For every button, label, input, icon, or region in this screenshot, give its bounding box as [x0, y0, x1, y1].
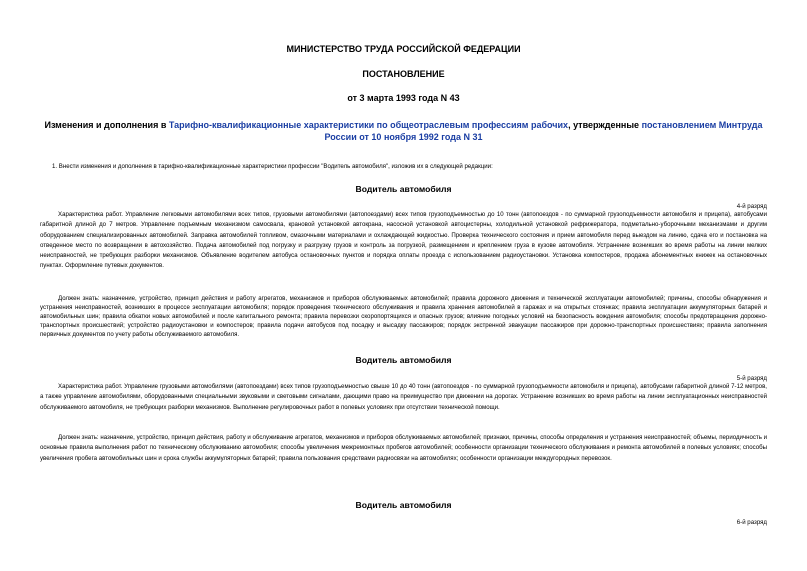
section-heading-grade4: Водитель автомобиля [355, 184, 452, 194]
title-text-1: Изменения и дополнения в [44, 120, 169, 130]
must-know-grade4: Должен знать: назначение, устройство, принцип действия и работу агрегатов, механизмов и приборов обслуживаемых автомобилей; правила дорожного движения и технической эксплуатации автомобилей; причины, способы обнаружения и устранения неисправностей, возникших в процессе эксплуатации автомобиля; порядок проведения технического обслуживания и правила хранения автомобилей в гаражах и на открытых стоянках; правила эксплуатации аккумуляторных батарей и автомобильных шин; правила обкатки новых автомобилей и после капитального ремонта; правила перевозки скоропортящихся и опасных грузов; влияние погодных условий на безопасность вождения автомобиля; способы предотвращения дорожно-транспортных происшествий; устройство радиоустановки и компостеров; правила подачи автобусов под посадку и высадку пассажиров; порядок экстренной эвакуации пассажиров при дорожно-транспортных происшествиях; правила заполнения первичных документов по учету работы обслуживаемого автомобиля. [40, 295, 767, 338]
title-text-2: , утвержденные [568, 120, 642, 130]
section-heading-grade6: Водитель автомобиля [355, 500, 452, 510]
grade-label-6: 6-й разряд [736, 519, 767, 526]
grade-label-5: 5-й разряд [736, 375, 767, 382]
section-heading-grade5: Водитель автомобиля [355, 355, 452, 365]
document-date: от 3 марта 1993 года N 43 [347, 93, 460, 103]
intro-paragraph: 1. Внести изменения и дополнения в тарифно-квалификационные характеристики профессии "Водитель автомобиля", изложив их в следующей редакции: [52, 163, 493, 170]
title-link-characteristics[interactable]: Тарифно-квалификационные характеристики по общеотраслевым профессиям рабочих [168, 120, 569, 130]
characteristic-grade5: Характеристика работ. Управление грузовыми автомобилями (автопоездами) всех типов грузоподъемностью свыше 10 до 40 тонн (автопоездов - по суммарной грузоподъемности автомобиля и прицепа), автобусами габаритной длиной 7-12 метров, а также управление автомобилями, оборудованными специальными звуковыми и световыми сигналами, дающими право на преимущество при движении на дорогах. Устранение возникших во время работы на линии эксплуатационных неисправностей обслуживаемого автомобиля, не требующих разборки механизмов. Выполнение регулировочных работ в полевых условиях при отсутствии технической помощи. [40, 383, 767, 411]
must-know-grade5: Должен знать: назначение, устройство, принцип действия, работу и обслуживание агрегатов, механизмов и приборов обслуживаемых автомобилей; признаки, причины, способы определения и устранения неисправностей; объемы, периодичность и основные правила выполнения работ по техническому обслуживанию автомобиля; способы увеличения межремонтных пробегов автомобилей; особенности организации технического обслуживания и ремонта автомобилей в полевых условиях; способы увеличения пробега автомобильных шин и срока службы аккумуляторных батарей; правила пользования средствами радиосвязи на автомобилях; особенности организации междугородных перевозок. [40, 434, 767, 462]
ministry-heading: МИНИСТЕРСТВО ТРУДА РОССИЙСКОЙ ФЕДЕРАЦИИ [286, 44, 521, 54]
title-link-resolution[interactable]: постановлением Минтруда России от 10 ноября 1992 года N 31 [324, 120, 763, 142]
grade-label-4: 4-й разряд [736, 203, 767, 210]
document-type: ПОСТАНОВЛЕНИЕ [362, 69, 445, 79]
characteristic-grade4: Характеристика работ. Управление легковыми автомобилями всех типов, грузовыми автомобилями (автопоездами) всех типов грузоподъемностью до 10 тонн (автопоездов - по суммарной грузоподъемности автомобиля и прицепа), автобусами габаритной длиной до 7 метров. Управление подъемным механизмом самосвала, крановой установкой автокрана, насосной установкой автоцистерны, холодильной установкой рефрижератора, подметально-уборочными механизмами и другим оборудованием специализированных автомобилей. Заправка автомобилей топливом, смазочными материалами и охлаждающей жидкостью. Проверка технического состояния и прием автомобиля перед выездом на линию, сдача его и постановка на отведенное место по возвращении в автохозяйство. Подача автомобилей под погрузку и разгрузку грузов и контроль за погрузкой, размещением и креплением груза в кузове автомобиля. Устранение возникших во время работы на линии мелких неисправностей, не требующих разборки механизмов. Объявление водителем автобуса остановочных пунктов и порядка оплаты проезда с использованием радиоустановки. Установка компостеров, продажа абонементных книжек на остановочных пунктах. Оформление путевых документов. [40, 211, 767, 270]
document-title [40, 119, 767, 143]
